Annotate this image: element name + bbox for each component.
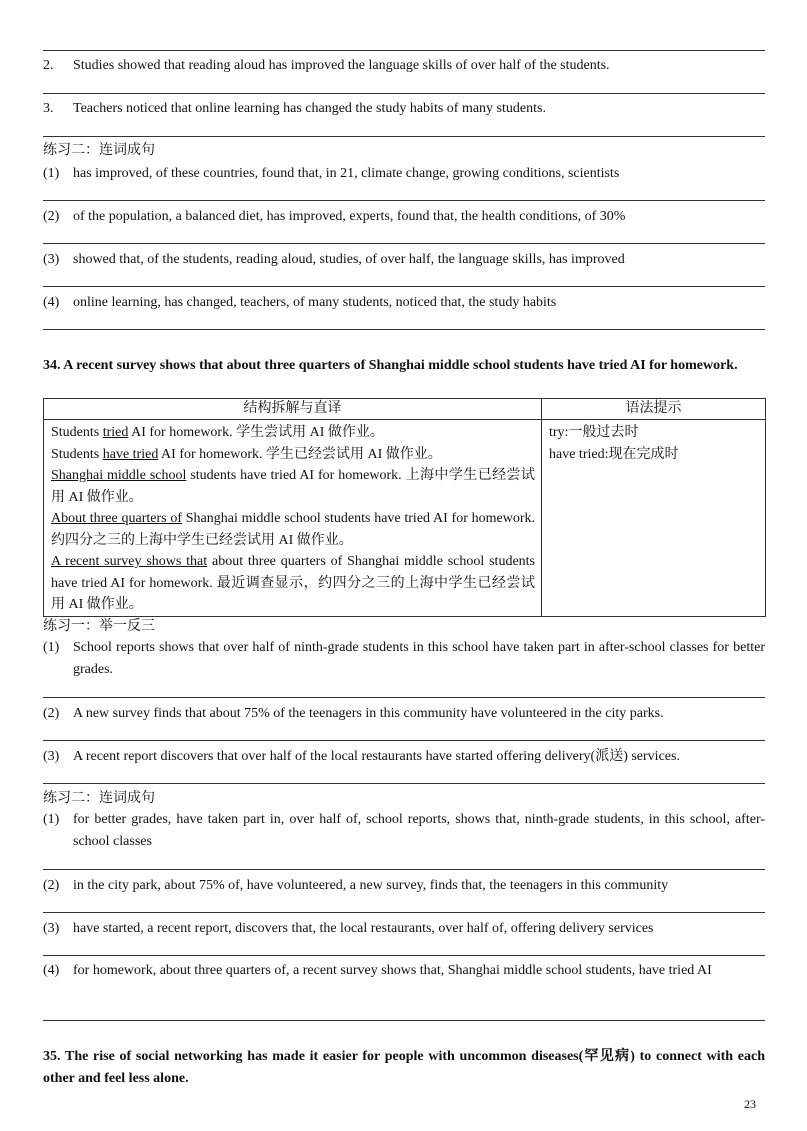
- item-text: showed that, of the students, reading aloud, studies, of over half, the language skills, has improved: [73, 252, 625, 267]
- list-item: [43, 163, 765, 184]
- item-number: (3): [43, 252, 60, 267]
- answer-rule: [43, 697, 765, 698]
- item-number: (1): [43, 640, 60, 655]
- answer-rule: [43, 243, 765, 244]
- structure-line: A recent survey shows that about three quarters of Shanghai middle school students have tried AI for homework. 最近调查显示，约四分之三的上海中学生已经尝试用 AI 做作业。: [51, 554, 536, 612]
- list-item: [43, 875, 765, 896]
- answer-rule: [43, 329, 765, 330]
- item-text: in the city park, about 75% of, have volunteered, a new survey, finds that, the teenagers in this community: [73, 878, 669, 893]
- exercise-label: 练习二：连词成句: [43, 143, 155, 158]
- grammar-note: try:一般过去时: [549, 425, 639, 440]
- answer-rule: [43, 50, 765, 51]
- table-header-grammar: 语法提示: [542, 399, 766, 420]
- grammar-cell: [542, 420, 766, 617]
- item-text: Studies showed that reading aloud has improved the language skills of over half of the students.: [73, 58, 610, 73]
- answer-rule: [43, 955, 765, 956]
- item-text: has improved, of these countries, found that, in 21, climate change, growing conditions, scientists: [73, 166, 620, 181]
- structure-table: [43, 398, 766, 617]
- answer-rule: [43, 869, 765, 870]
- answer-rule: [43, 136, 765, 137]
- answer-rule: [43, 740, 765, 741]
- item-text: A new survey finds that about 75% of the teenagers in this community have volunteered in the city parks.: [73, 706, 664, 721]
- item-number: 2.: [43, 58, 54, 73]
- list-item: [43, 809, 765, 853]
- list-item: [43, 55, 765, 76]
- list-item: [43, 206, 765, 227]
- list-item: [43, 98, 765, 119]
- item-number: (2): [43, 878, 60, 893]
- answer-rule: [43, 783, 765, 784]
- structure-line: Shanghai middle school students have tried AI for homework. 上海中学生已经尝试用 AI 做作业。: [51, 468, 535, 505]
- list-item: [43, 292, 765, 313]
- answer-rule: [43, 912, 765, 913]
- item-number: (3): [43, 921, 60, 936]
- item-text: online learning, has changed, teachers, of many students, noticed that, the study habits: [73, 295, 557, 310]
- list-item: [43, 746, 765, 767]
- question-35-heading: 35. The rise of social networking has made it easier for people with uncommon diseases(罕见病) to connect with each other and feel less alone.: [43, 1049, 765, 1086]
- structure-line: Students have tried AI for homework. 学生已经尝试用 AI 做作业。: [51, 446, 442, 462]
- answer-rule: [43, 93, 765, 94]
- structure-cell: [44, 420, 542, 617]
- list-item: [43, 637, 765, 681]
- item-text: have started, a recent report, discovers that, the local restaurants, over half of, offering delivery services: [73, 921, 654, 936]
- page-number: 23: [744, 1097, 756, 1111]
- item-number: (4): [43, 963, 60, 978]
- list-item: [43, 960, 765, 982]
- item-text: for homework, about three quarters of, a recent survey shows that, Shanghai middle school students, have tried AI: [73, 963, 712, 978]
- item-number: (4): [43, 295, 60, 310]
- question-34-heading: 34. A recent survey shows that about three quarters of Shanghai middle school students have tried AI for homework.: [43, 358, 738, 373]
- answer-rule: [43, 1020, 765, 1021]
- item-text: of the population, a balanced diet, has improved, experts, found that, the health conditions, of 30%: [73, 209, 626, 224]
- list-item: [43, 918, 765, 939]
- item-text: for better grades, have taken part in, over half of, school reports, shows that, ninth-grade students, in this school, after-school classes: [73, 812, 765, 849]
- item-text: School reports shows that over half of ninth-grade students in this school have taken part in after-school classes for better grades.: [73, 640, 765, 677]
- item-number: (2): [43, 209, 60, 224]
- item-text: Teachers noticed that online learning has changed the study habits of many students.: [73, 101, 546, 116]
- structure-line: About three quarters of Shanghai middle school students have tried AI for homework. 约四分之三的上海中学生已经尝试用 AI 做作业。: [51, 511, 535, 548]
- item-text: A recent report discovers that over half of the local restaurants have started offering delivery(派送) services.: [73, 749, 680, 764]
- grammar-note: have tried:现在完成时: [549, 446, 679, 462]
- item-number: (1): [43, 812, 60, 827]
- answer-rule: [43, 286, 765, 287]
- answer-rule: [43, 200, 765, 201]
- list-item: [43, 249, 765, 270]
- item-number: (3): [43, 749, 60, 764]
- table-header-structure: 结构拆解与直译: [44, 399, 542, 420]
- item-number: (2): [43, 706, 60, 721]
- structure-line: Students tried AI for homework. 学生尝试用 AI 做作业。: [51, 425, 384, 440]
- item-number: 3.: [43, 101, 54, 116]
- exercise-label: 练习二：连词成句: [43, 791, 155, 806]
- item-number: (1): [43, 166, 60, 181]
- exercise-label: 练习一：举一反三: [43, 619, 155, 634]
- list-item: [43, 703, 765, 724]
